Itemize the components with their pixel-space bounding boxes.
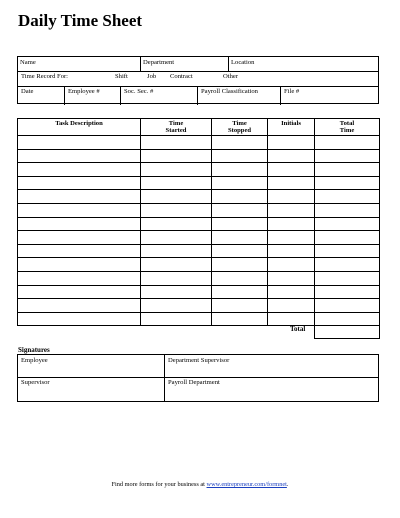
total-time-cell[interactable] (315, 149, 380, 163)
employee-info-block (17, 56, 379, 104)
file-number-field[interactable]: File # (284, 88, 300, 95)
initials-cell[interactable] (268, 285, 315, 299)
payroll-department-signature-field[interactable]: Payroll Department (168, 379, 220, 386)
total-time-cell[interactable] (315, 163, 380, 177)
job-option[interactable]: Job (147, 73, 157, 80)
total-time-cell[interactable] (315, 299, 380, 313)
time-stopped-cell[interactable] (212, 299, 268, 313)
employee-number-field[interactable]: Employee # (68, 88, 100, 95)
col-time-started: Time Started (141, 119, 212, 136)
table-row (18, 163, 380, 177)
location-field[interactable]: Location (231, 59, 255, 66)
initials-cell[interactable] (268, 271, 315, 285)
time-started-cell[interactable] (141, 244, 212, 258)
time-stopped-cell[interactable] (212, 190, 268, 204)
table-row (18, 203, 380, 217)
initials-cell[interactable] (268, 163, 315, 177)
column-divider (197, 86, 198, 105)
initials-cell[interactable] (268, 258, 315, 272)
task-cell[interactable] (18, 190, 141, 204)
col-total-time: Total Time (315, 119, 380, 136)
task-cell[interactable] (18, 203, 141, 217)
initials-cell[interactable] (268, 299, 315, 313)
signatures-heading: Signatures (18, 346, 50, 354)
initials-cell[interactable] (268, 149, 315, 163)
task-cell[interactable] (18, 258, 141, 272)
task-table-header (18, 119, 380, 136)
row-divider (18, 71, 378, 72)
table-row (18, 176, 380, 190)
date-field[interactable]: Date (21, 88, 34, 95)
time-started-cell[interactable] (141, 299, 212, 313)
time-started-cell[interactable] (141, 271, 212, 285)
task-cell[interactable] (18, 312, 141, 326)
time-stopped-cell[interactable] (212, 285, 268, 299)
total-time-cell[interactable] (315, 285, 380, 299)
column-divider (280, 86, 281, 105)
initials-cell[interactable] (268, 217, 315, 231)
time-started-cell[interactable] (141, 285, 212, 299)
footer-link[interactable]: www.entrepreneur.com/formnet (206, 481, 287, 488)
time-stopped-cell[interactable] (212, 244, 268, 258)
total-time-cell[interactable] (315, 231, 380, 245)
time-started-cell[interactable] (141, 190, 212, 204)
table-row (18, 258, 380, 272)
shift-option[interactable]: Shift (115, 73, 128, 80)
total-time-cell[interactable] (315, 244, 380, 258)
time-stopped-cell[interactable] (212, 176, 268, 190)
table-row (18, 217, 380, 231)
column-divider (228, 57, 229, 71)
initials-cell[interactable] (268, 231, 315, 245)
table-row (18, 299, 380, 313)
department-field[interactable]: Department (143, 59, 175, 66)
col-time-stopped: Time Stopped (212, 119, 268, 136)
initials-cell[interactable] (268, 312, 315, 326)
time-started-cell[interactable] (141, 203, 212, 217)
time-stopped-cell[interactable] (212, 203, 268, 217)
time-stopped-cell[interactable] (212, 136, 268, 150)
time-stopped-cell[interactable] (212, 312, 268, 326)
task-cell[interactable] (18, 163, 141, 177)
task-cell[interactable] (18, 244, 141, 258)
task-cell[interactable] (18, 136, 141, 150)
time-started-cell[interactable] (141, 176, 212, 190)
total-time-cell[interactable] (315, 258, 380, 272)
payroll-classification-field[interactable]: Payroll Classification (201, 88, 258, 95)
employee-signature-field[interactable]: Employee (21, 357, 48, 364)
task-cell[interactable] (18, 285, 141, 299)
table-row (18, 285, 380, 299)
other-option[interactable]: Other (223, 73, 239, 80)
total-time-cell[interactable] (315, 217, 380, 231)
department-supervisor-signature-field[interactable]: Department Supervisor (168, 357, 230, 364)
total-time-cell[interactable] (315, 176, 380, 190)
social-security-field[interactable]: Soc. Sec. # (124, 88, 154, 95)
time-stopped-cell[interactable] (212, 271, 268, 285)
page-title: Daily Time Sheet (18, 11, 143, 30)
task-cell[interactable] (18, 299, 141, 313)
column-divider (120, 86, 121, 105)
col-initials: Initials (268, 119, 315, 136)
table-row (18, 149, 380, 163)
row-divider (18, 86, 378, 87)
col-task-description: Task Description (18, 119, 141, 136)
table-row (18, 244, 380, 258)
total-time-cell[interactable] (315, 136, 380, 150)
task-cell[interactable] (18, 176, 141, 190)
task-cell[interactable] (18, 217, 141, 231)
time-started-cell[interactable] (141, 149, 212, 163)
table-row (18, 136, 380, 150)
total-time-cell[interactable] (315, 190, 380, 204)
signatures-block (17, 354, 379, 402)
task-table (17, 118, 380, 326)
task-cell[interactable] (18, 271, 141, 285)
footer (0, 481, 400, 488)
name-field[interactable]: Name (20, 59, 36, 66)
total-time-cell[interactable] (315, 203, 380, 217)
footer-text: Find more forms for your business at (111, 481, 205, 488)
column-divider (64, 86, 65, 105)
time-stopped-cell[interactable] (212, 217, 268, 231)
time-stopped-cell[interactable] (212, 231, 268, 245)
initials-cell[interactable] (268, 190, 315, 204)
time-stopped-cell[interactable] (212, 258, 268, 272)
time-started-cell[interactable] (141, 312, 212, 326)
column-divider (164, 355, 165, 401)
row-divider (18, 377, 378, 378)
initials-cell[interactable] (268, 244, 315, 258)
supervisor-signature-field[interactable]: Supervisor (21, 379, 50, 386)
time-started-cell[interactable] (141, 163, 212, 177)
total-label: Total (290, 325, 306, 333)
task-cell[interactable] (18, 149, 141, 163)
initials-cell[interactable] (268, 136, 315, 150)
grand-total-field[interactable] (314, 324, 380, 339)
column-divider (140, 57, 141, 71)
time-stopped-cell[interactable] (212, 149, 268, 163)
time-stopped-cell[interactable] (212, 163, 268, 177)
task-cell[interactable] (18, 231, 141, 245)
initials-cell[interactable] (268, 203, 315, 217)
initials-cell[interactable] (268, 176, 315, 190)
table-row (18, 190, 380, 204)
time-started-cell[interactable] (141, 136, 212, 150)
time-started-cell[interactable] (141, 231, 212, 245)
footer-period: . (286, 481, 289, 488)
contract-option[interactable]: Contract (170, 73, 193, 80)
time-started-cell[interactable] (141, 258, 212, 272)
table-row (18, 231, 380, 245)
time-started-cell[interactable] (141, 217, 212, 231)
time-record-for-label: Time Record For: (21, 73, 69, 80)
table-row (18, 271, 380, 285)
total-time-cell[interactable] (315, 271, 380, 285)
